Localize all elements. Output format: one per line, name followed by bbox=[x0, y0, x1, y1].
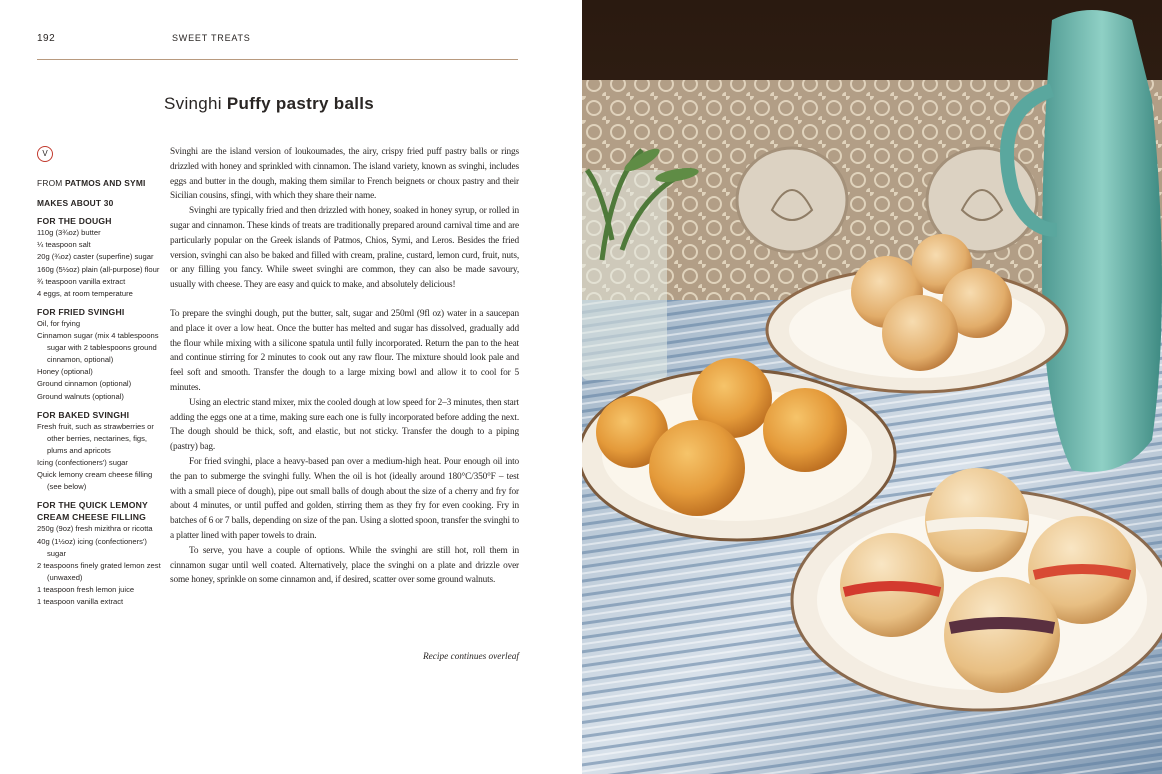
intro-paragraph: Svinghi are the island version of loukoumades, the airy, crispy fried puff pastry balls or rings drizzled with honey and sprinkled with cinnamon. The island variety, known as svinghi, includes eggs and butter in the dough, making them similar to French beignets or choux pastry and their Sicilian cousins, sfingi, with which they share their name. bbox=[170, 147, 519, 202]
ingredient-item: Fresh fruit, such as strawberries or other berries, nectarines, figs, plums and apricots bbox=[37, 421, 154, 455]
ingredient-item: Oil, for frying bbox=[37, 318, 81, 328]
yield: MAKES ABOUT 30 bbox=[37, 198, 114, 209]
method-paragraph: Using an electric stand mixer, mix the cooled dough at low speed for 2–3 minutes, then start adding the eggs one at a time, making sure each one is fully incorporated before adding the next. The dough should be thick, soft, and elastic, but not sticky. Transfer the dough to a piping (pastry) bag. bbox=[170, 397, 519, 453]
ingredient-heading: FOR BAKED SVINGHI bbox=[37, 409, 130, 420]
recipe-title-local: Svinghi bbox=[164, 94, 222, 113]
ingredient-item: 110g (3¾oz) butter bbox=[37, 228, 101, 238]
recipe-title bbox=[164, 94, 374, 114]
ingredient-item: 20g (¾oz) caster (superfine) sugar bbox=[37, 252, 154, 262]
ingredient-item: 2 teaspoons finely grated lemon zest (unwaxed) bbox=[37, 560, 161, 582]
ingredient-item: Honey (optional) bbox=[37, 367, 93, 377]
recipe-title-english: Puffy pastry balls bbox=[226, 94, 375, 113]
ingredient-item: Quick lemony cream cheese filling (see below) bbox=[37, 470, 153, 492]
ingredient-heading: FOR FRIED SVINGHI bbox=[37, 306, 125, 317]
intro-paragraph: Svinghi are typically fried and then drizzled with honey, soaked in honey syrup, or rolled in sugar and cinnamon. These kinds of treats are traditionally prepared around carnival time and are particularly popular on the Greek islands of Patmos, Chios, Symi, and Leros. Besides the fried version, svinghi can also be baked and filled with cream, praline, custard, lemon curd, fruit, nuts, or any filling you fancy. While sweet svinghi are common, they can also be made savoury, usually with cheese. They are easy and quick to make, and absolutely delicious! bbox=[170, 206, 519, 291]
origin-places: PATMOS AND SYMI bbox=[65, 178, 146, 188]
ingredient-item: Ground cinnamon (optional) bbox=[37, 379, 132, 389]
ingredient-item: Ground walnuts (optional) bbox=[37, 391, 124, 401]
ingredient-heading: FOR THE DOUGH bbox=[37, 216, 112, 227]
method-paragraph: For fried svinghi, place a heavy-based pan over a medium-high heat. Pour enough oil into the pan to submerge the svinghi fully. When the oil is hot (ideally around 180°C/350°F – test with a small piece of dough), pipe out small balls of dough about the size of a cherry and fry for about 4 minutes, or until puffed and golden, stirring them as they fry for even cooking. Fry in batches of 6 or 7 balls, depending on size of the pan. Using a slotted spoon, transfer the svinghi to a platter lined with paper towels to drain. bbox=[170, 456, 519, 541]
ingredient-item: 250g (9oz) fresh mizithra or ricotta bbox=[37, 524, 153, 534]
ingredient-item: 160g (5½oz) plain (all-purpose) flour bbox=[37, 264, 160, 274]
ingredient-item: Cinnamon sugar (mix 4 tablespoons sugar with 2 tablespoons ground cinnamon, optional) bbox=[37, 331, 159, 365]
food-photo bbox=[582, 0, 1162, 774]
ingredient-item: 40g (1½oz) icing (confectioners') sugar bbox=[37, 536, 147, 558]
section-title: SWEET TREATS bbox=[172, 33, 251, 43]
ingredients-column bbox=[37, 177, 162, 608]
ingredient-item: 1 teaspoon fresh lemon juice bbox=[37, 584, 135, 594]
method-paragraph: To serve, you have a couple of options. While the svinghi are still hot, roll them in cinnamon sugar until well coated. Alternatively, place the svinghi on a plate and drizzle over some honey, sprinkle on some cinnamon and, if desired, scatter over some ground walnuts. bbox=[170, 545, 519, 586]
ingredient-item: ¼ teaspoon salt bbox=[37, 240, 91, 250]
method-paragraph: To prepare the svinghi dough, put the butter, salt, sugar and 250ml (9fl oz) water in a saucepan and place it over a low heat. Once the butter has melted and sugar has dissolved, gradually add the flour while mixing with a silicone spatula until fully incorporated. Return the pan to the heat and continue stirring for 2 minutes to cook out any raw flour. The mixture should look pale and feel soft and smooth. Transfer the dough to a large mixing bowl and allow it to cool for 5 minutes. bbox=[170, 308, 519, 393]
ingredient-item: 4 eggs, at room temperature bbox=[37, 288, 133, 298]
recipe-body bbox=[170, 145, 519, 588]
ingredient-heading: FOR THE QUICK LEMONY CREAM CHEESE FILLING bbox=[37, 500, 148, 523]
origin bbox=[37, 177, 162, 189]
ingredient-item: Icing (confectioners') sugar bbox=[37, 457, 128, 467]
continues-overleaf-note: Recipe continues overleaf bbox=[422, 652, 519, 662]
ingredient-item: 1 teaspoon vanilla extract bbox=[37, 597, 124, 606]
ingredient-item: ¾ teaspoon vanilla extract bbox=[37, 276, 126, 286]
header-divider bbox=[37, 59, 518, 60]
origin-label: FROM bbox=[37, 178, 63, 188]
vegetarian-badge-icon: V bbox=[37, 146, 53, 162]
page-number: 192 bbox=[37, 33, 56, 44]
